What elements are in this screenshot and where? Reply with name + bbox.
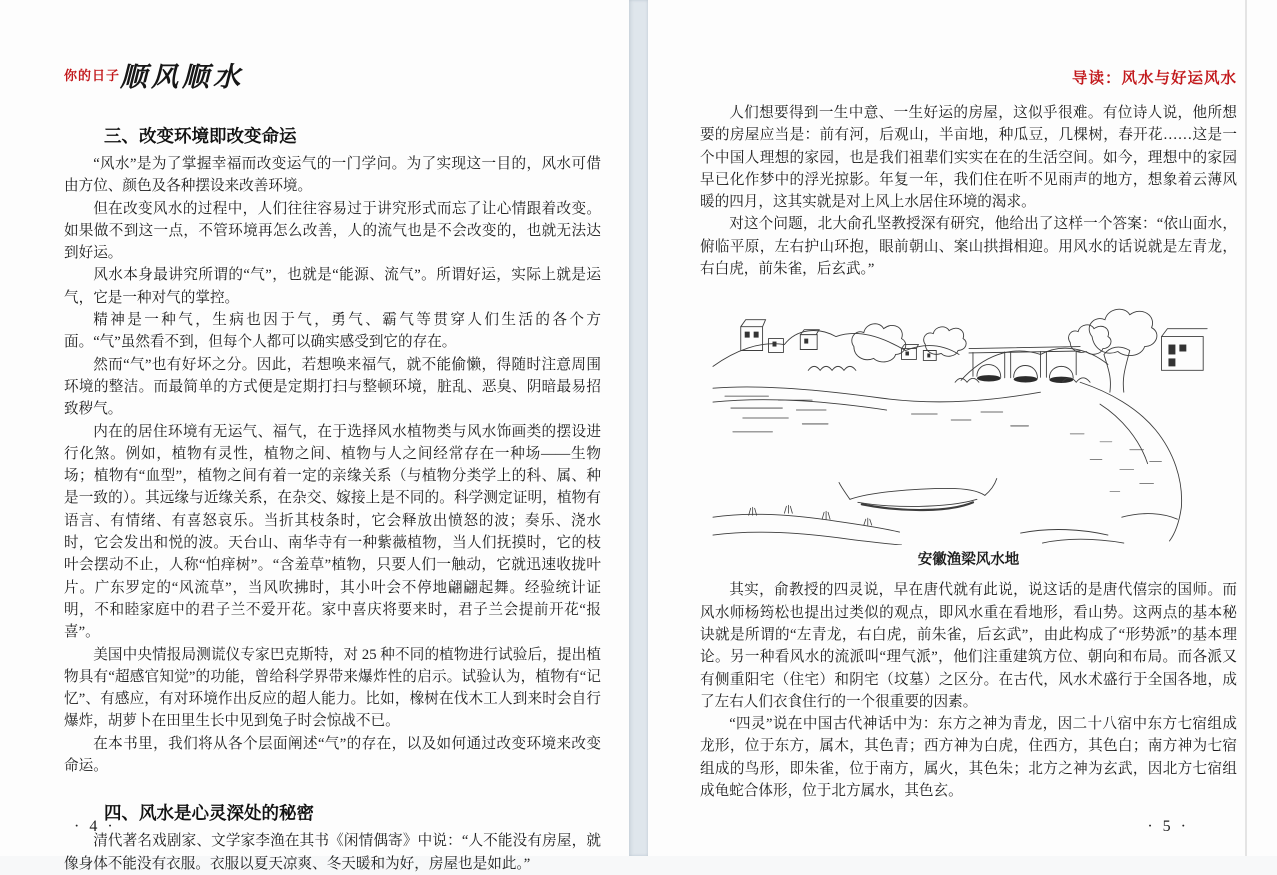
section-heading-three: 三、改变环境即改变命运: [104, 126, 297, 146]
left-running-header: [64, 55, 601, 94]
page-number-right: · 5 ·: [1147, 818, 1189, 835]
page-right-content: [700, 60, 1237, 802]
paragraph: 在本书里，我们将从各个层面阐述“气”的存在，以及如何通过改变环境来改变命运。: [64, 735, 601, 775]
paragraph: 但在改变风水的过程中，人们往往容易过于讲究形式而忘了让心情跟着改变。如果做不到这一点，不管环境再怎么改善，人的流气也是不会改变的，也就无法达到好运。: [64, 200, 601, 262]
paragraph: “风水”是为了掌握幸福而改变运气的一门学问。为了实现这一目的，风水可借由方位、颜色及各种摆设来改善环境。: [64, 156, 601, 195]
paragraph: 对这个问题，北大俞孔坚教授深有研究，他给出了这样一个答案：“依山面水，俯临平原，左右护山环抱，眼前朝山、案山拱揖相迎。用风水的话说就是左青龙，右白虎，前朱雀，后玄武。”: [700, 216, 1237, 278]
running-header-title: 顺风顺水: [120, 62, 245, 93]
page-gutter-divider: [629, 0, 648, 856]
paragraph: 精神是一种气，生病也因于气，勇气、霸气等贯穿人们生活的各个方面。“气”虽然看不到，但每个人都可以确实感受到它的存在。: [64, 312, 601, 351]
paragraph: 内在的居住环境有无运气、福气，在于选择风水植物类与风水饰画类的摆设进行化煞。例如，植物有灵性，植物之间、植物与人之间经常存在一种场——生物场；植物有“血型”，植物之间有着一定的亲缘关系（与植物分类学上的科、属、种是一致的）。其远缘与近缘关系，在杂交、嫁接上是不同的。科学测定证明，植物有语言、有情绪、有喜怒哀乐。当折其枝条时，它会释放出愤怒的波；奏乐、浇水时，它会发出和悦的波。天台山、南华寺有一种紫薇植物，当人们抚摸时，它的枝叶会摆动不止，人称“怕痒树”。“含羞草”植物，只要人们一触动，它就迅速收拢叶片。广东罗定的“风流草”，当风吹拂时，其小叶会不停地翩翩起舞。经验统计证明，不和睦家庭中的君子兰不爱开花。家中喜庆将要来时，君子兰会提前开花“报喜”。: [64, 423, 601, 641]
running-header-prefix: 你的日子: [64, 68, 121, 83]
section-heading-four: 四、风水是心灵深处的秘密: [104, 803, 314, 824]
right-running-header: 导读：风水与好运风水: [1071, 70, 1237, 87]
page-number-left: · 4 ·: [74, 818, 116, 835]
paragraph: 风水本身最讲究所谓的“气”，也就是“能源、流气”。所谓好运，实际上就是运气，它是一种对气的掌控。: [64, 267, 601, 306]
page-left-content: [64, 55, 601, 875]
illustration-caption: 安徽渔梁风水地: [917, 552, 1020, 569]
paragraph: 美国中央情报局测谎仪专家巴克斯特，对 25 种不同的植物进行试验后，提出植物具有“超感官知觉”的功能，曾给科学界带来爆炸性的启示。试验认为，植物有“记忆”、有感应，有对环境作出反应的超人能力。比如，橡树在伐木工人到来时会自行爆炸，胡萝卜在田里生长中见到兔子时会惊战不已。: [64, 646, 601, 730]
paragraph: 然而“气”也有好坏之分。因此，若想唤来福气，就不能偷懒，得随时注意周围环境的整洁。而最简单的方式便是定期打扫与整顿环境，脏乱、恶臭、阴暗最易招致秽气。: [64, 356, 601, 418]
paragraph: 人们想要得到一生中意、一生好运的房屋，这似乎很难。有位诗人说，他所想要的房屋应当是：前有河，后观山，半亩地，种瓜豆，几棵树，春开花……这是一个中国人理想的家园，也是我们祖辈们实实在在的生活空间。如今，理想中的家园早已化作梦中的浮光掠影。年复一年，我们住在听不见雨声的地方，想象着云薄风暖的四月，这其实就是对上风上水居住环境的渴求。: [700, 105, 1237, 211]
paragraph: 清代著名戏剧家、文学家李渔在其书《闲情偶寄》中说：“人不能没有房屋，就像身体不能没有衣服。衣服以夏天凉爽、冬天暖和为好，房屋也是如此。”: [64, 833, 601, 872]
paragraph: “四灵”说在中国古代神话中为：东方之神为青龙，因二十八宿中东方七宿组成龙形，位于东方，属木，其色青；西方神为白虎，住西方，其色白；南方神为七宿组成的鸟形，即朱雀，位于南方，属火，其色朱；北方之神为玄武，因北方七宿组成龟蛇合体形，位于北方属水，其色玄。: [700, 716, 1237, 800]
fengshui-landscape-illustration: [712, 285, 1225, 545]
paragraph: 其实，俞教授的四灵说，早在唐代就有此说，说这话的是唐代僖宗的国师。而风水师杨筠松也提出过类似的观点，即风水重在看地形，看山势。这两点的基本秘诀就是所谓的“左青龙，右白虎，前朱雀，后玄武”，由此构成了“形势派”的基本理论。另一种看风水的流派叫“理气派”，他们注重建筑方位、朝向和布局。而各派又有侧重阳宅（住宅）和阴宅（坟墓）之区分。在古代，风水术盛行于全国各地，成了左右人们衣食住行的一个很重要的因素。: [700, 582, 1237, 710]
page-left: [0, 0, 629, 872]
page-right: [648, 0, 1277, 856]
